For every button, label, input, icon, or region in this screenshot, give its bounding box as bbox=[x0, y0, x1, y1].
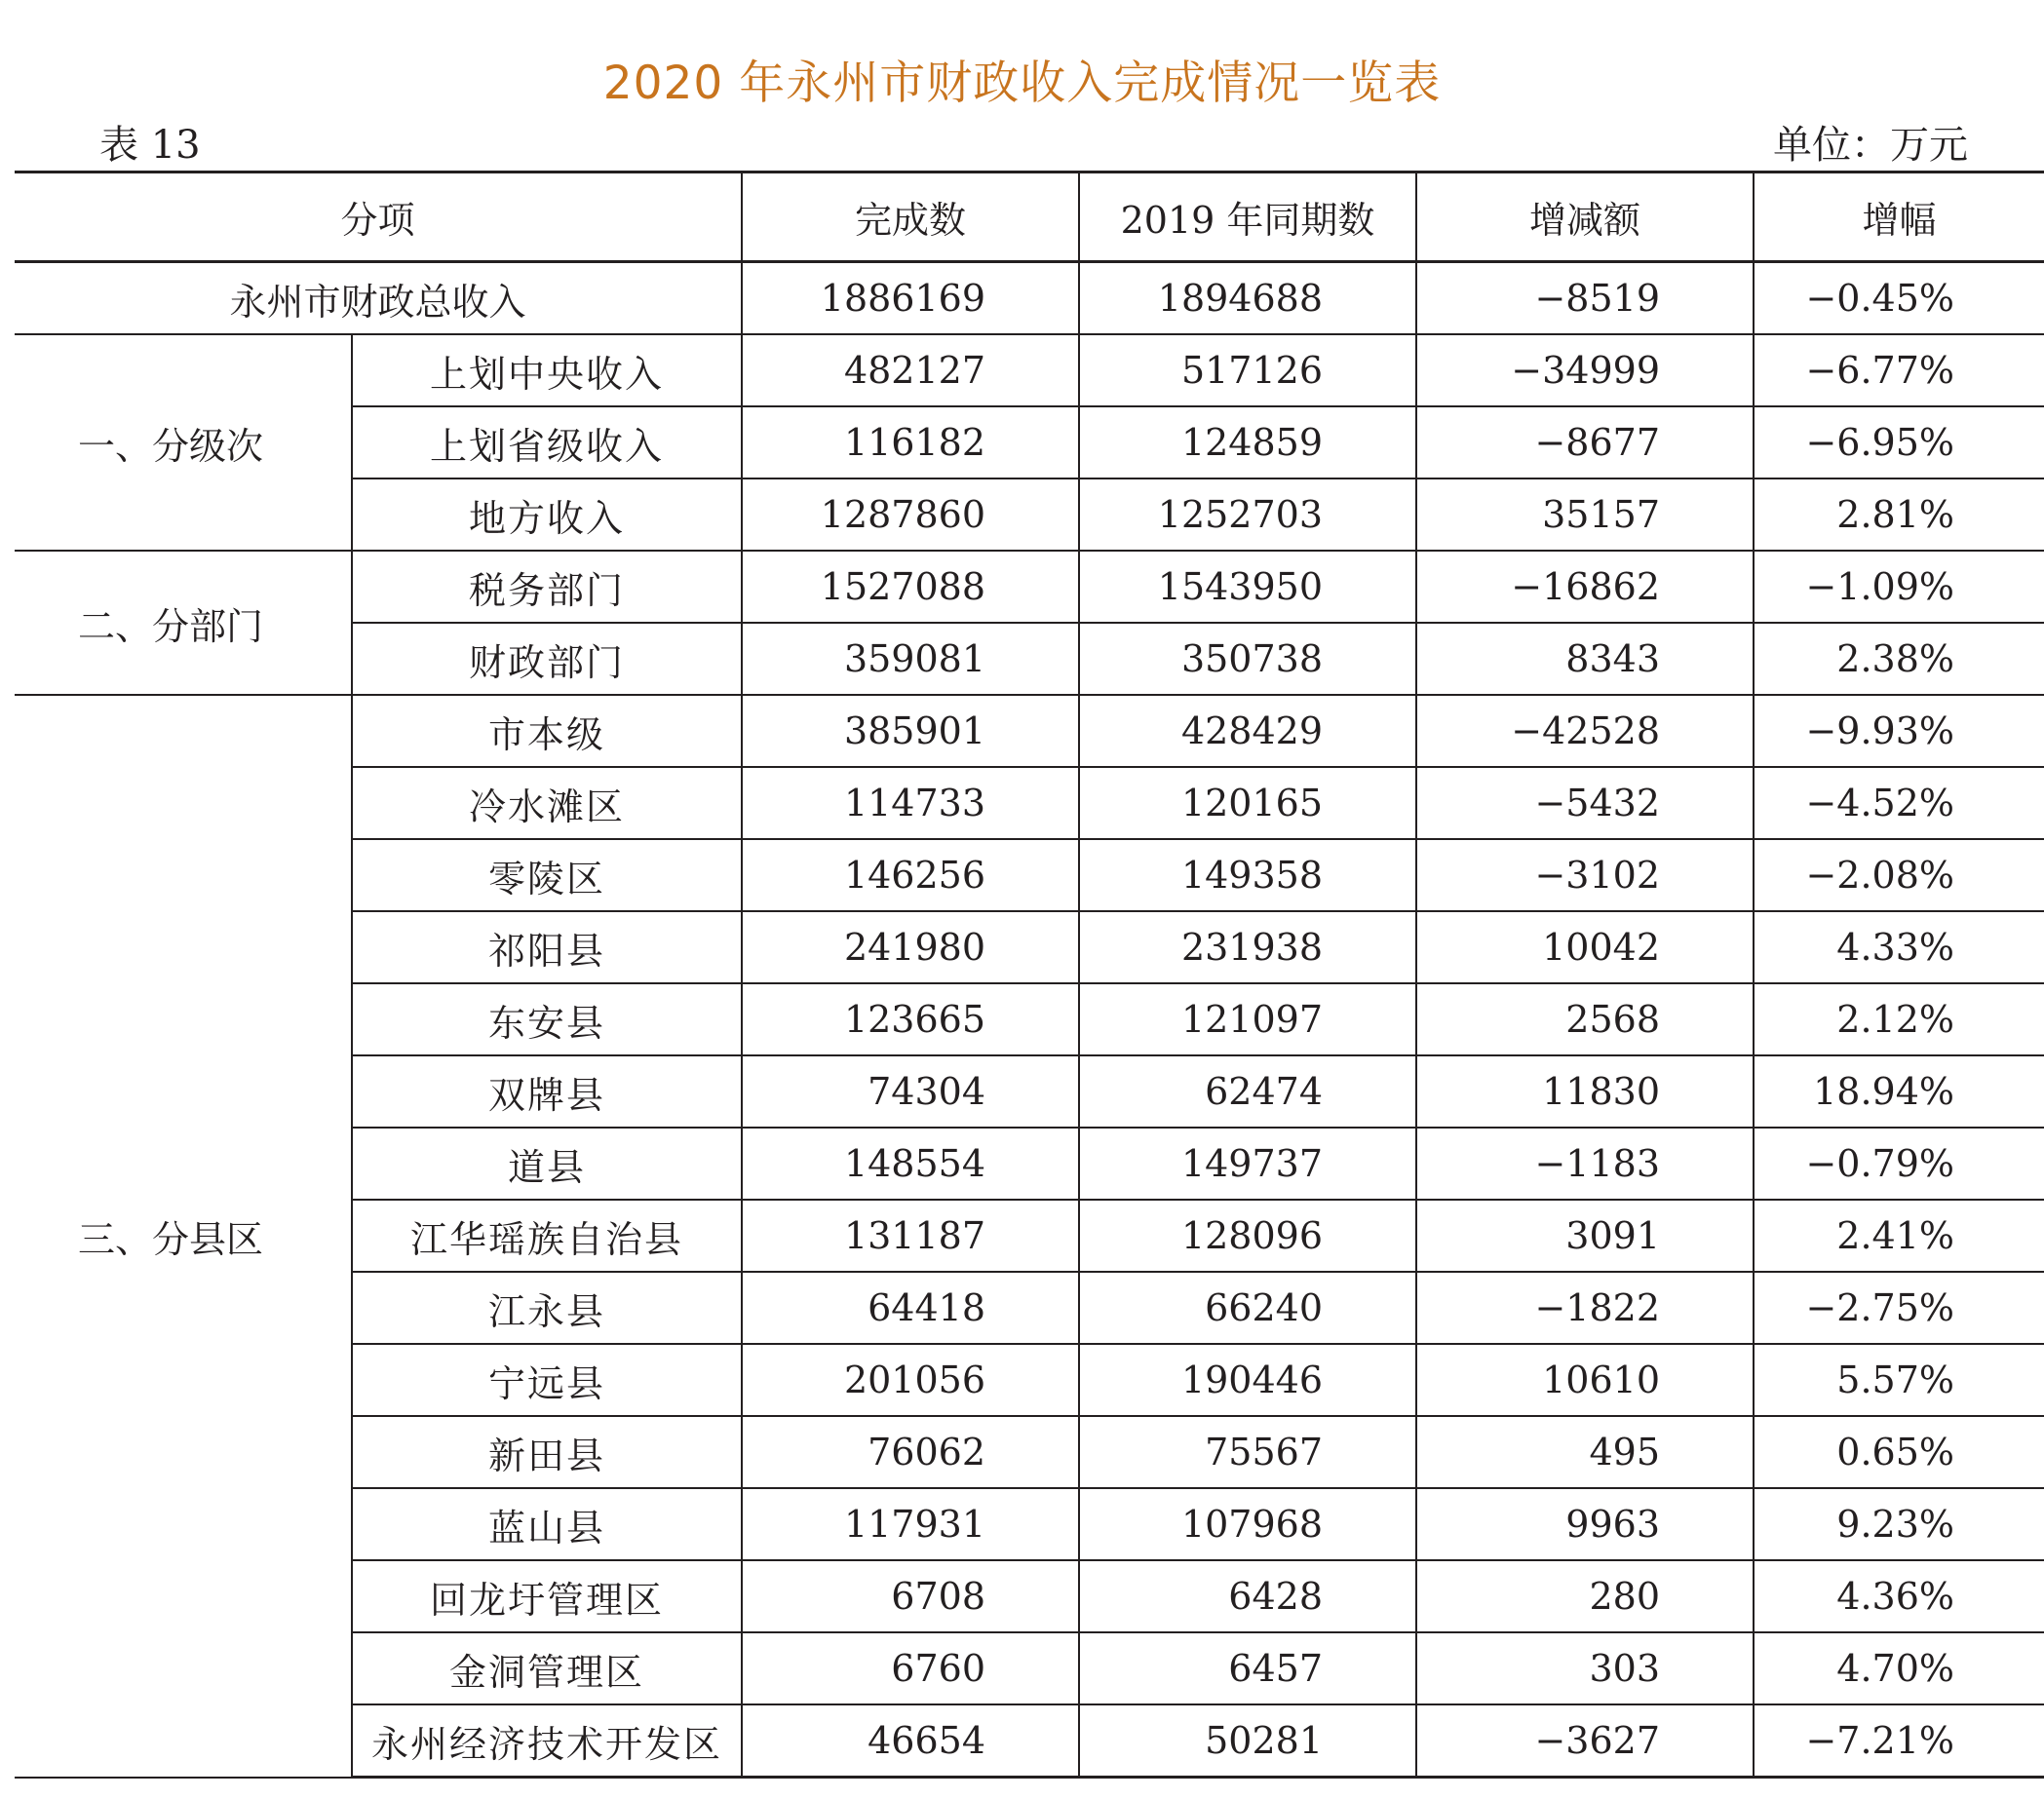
row-prev: 107968 bbox=[1079, 1488, 1416, 1560]
row-growth: 18.94% bbox=[1754, 1055, 2044, 1128]
row-growth: 4.33% bbox=[1754, 911, 2044, 983]
row-change: −3627 bbox=[1416, 1704, 1754, 1778]
row-completed: 114733 bbox=[742, 767, 1079, 839]
total-prev: 1894688 bbox=[1079, 262, 1416, 335]
row-name: 江永县 bbox=[352, 1272, 742, 1344]
header-row bbox=[15, 172, 2044, 262]
row-completed: 116182 bbox=[742, 406, 1079, 478]
row-change: −8677 bbox=[1416, 406, 1754, 478]
header-completed: 完成数 bbox=[742, 172, 1079, 262]
row-change: 9963 bbox=[1416, 1488, 1754, 1560]
row-name: 税务部门 bbox=[352, 551, 742, 623]
table-title: 2020 年永州市财政收入完成情况一览表 bbox=[602, 57, 1442, 110]
row-prev: 124859 bbox=[1079, 406, 1416, 478]
row-name: 祁阳县 bbox=[352, 911, 742, 983]
row-completed: 146256 bbox=[742, 839, 1079, 911]
row-growth: 4.36% bbox=[1754, 1560, 2044, 1632]
row-change: 495 bbox=[1416, 1416, 1754, 1488]
row-name: 市本级 bbox=[352, 695, 742, 767]
row-completed: 76062 bbox=[742, 1416, 1079, 1488]
row-growth: −4.52% bbox=[1754, 767, 2044, 839]
row-change: 35157 bbox=[1416, 478, 1754, 551]
table-row bbox=[15, 551, 2044, 623]
row-completed: 6708 bbox=[742, 1560, 1079, 1632]
row-growth: 2.38% bbox=[1754, 623, 2044, 695]
row-prev: 6457 bbox=[1079, 1632, 1416, 1704]
row-change: −16862 bbox=[1416, 551, 1754, 623]
header-item: 分项 bbox=[15, 172, 742, 262]
row-change: 280 bbox=[1416, 1560, 1754, 1632]
row-prev: 517126 bbox=[1079, 334, 1416, 406]
row-completed: 1527088 bbox=[742, 551, 1079, 623]
row-change: −1183 bbox=[1416, 1128, 1754, 1200]
header-change: 增减额 bbox=[1416, 172, 1754, 262]
total-completed: 1886169 bbox=[742, 262, 1079, 335]
table-number: 表 13 bbox=[99, 123, 201, 168]
row-prev: 149737 bbox=[1079, 1128, 1416, 1200]
row-prev: 428429 bbox=[1079, 695, 1416, 767]
row-name: 上划省级收入 bbox=[352, 406, 742, 478]
row-growth: −7.21% bbox=[1754, 1704, 2044, 1778]
row-prev: 66240 bbox=[1079, 1272, 1416, 1344]
row-change: 8343 bbox=[1416, 623, 1754, 695]
row-prev: 149358 bbox=[1079, 839, 1416, 911]
row-growth: 0.65% bbox=[1754, 1416, 2044, 1488]
row-growth: 2.41% bbox=[1754, 1200, 2044, 1272]
row-growth: 5.57% bbox=[1754, 1344, 2044, 1416]
row-prev: 1543950 bbox=[1079, 551, 1416, 623]
row-change: 11830 bbox=[1416, 1055, 1754, 1128]
unit-label: 单位：万元 bbox=[1773, 123, 1968, 168]
row-growth: 9.23% bbox=[1754, 1488, 2044, 1560]
row-change: −34999 bbox=[1416, 334, 1754, 406]
row-name: 回龙圩管理区 bbox=[352, 1560, 742, 1632]
row-growth: −2.08% bbox=[1754, 839, 2044, 911]
row-prev: 190446 bbox=[1079, 1344, 1416, 1416]
table-row bbox=[15, 334, 2044, 406]
row-name: 冷水滩区 bbox=[352, 767, 742, 839]
row-completed: 385901 bbox=[742, 695, 1079, 767]
header-prev: 2019 年同期数 bbox=[1079, 172, 1416, 262]
row-name: 财政部门 bbox=[352, 623, 742, 695]
row-name: 蓝山县 bbox=[352, 1488, 742, 1560]
row-growth: −1.09% bbox=[1754, 551, 2044, 623]
row-name: 江华瑶族自治县 bbox=[352, 1200, 742, 1272]
row-name: 零陵区 bbox=[352, 839, 742, 911]
row-name: 永州经济技术开发区 bbox=[352, 1704, 742, 1778]
row-growth: 2.12% bbox=[1754, 983, 2044, 1055]
row-growth: 2.81% bbox=[1754, 478, 2044, 551]
row-completed: 148554 bbox=[742, 1128, 1079, 1200]
row-completed: 201056 bbox=[742, 1344, 1079, 1416]
group-label: 一、分级次 bbox=[15, 334, 352, 551]
revenue-table bbox=[15, 171, 2044, 1779]
row-completed: 1287860 bbox=[742, 478, 1079, 551]
row-change: 2568 bbox=[1416, 983, 1754, 1055]
row-completed: 117931 bbox=[742, 1488, 1079, 1560]
row-completed: 64418 bbox=[742, 1272, 1079, 1344]
row-change: 10610 bbox=[1416, 1344, 1754, 1416]
group-label: 三、分县区 bbox=[15, 695, 352, 1778]
row-prev: 50281 bbox=[1079, 1704, 1416, 1778]
row-completed: 241980 bbox=[742, 911, 1079, 983]
row-change: −1822 bbox=[1416, 1272, 1754, 1344]
row-growth: −2.75% bbox=[1754, 1272, 2044, 1344]
row-completed: 46654 bbox=[742, 1704, 1079, 1778]
row-change: 3091 bbox=[1416, 1200, 1754, 1272]
row-change: 10042 bbox=[1416, 911, 1754, 983]
row-change: −5432 bbox=[1416, 767, 1754, 839]
row-name: 金洞管理区 bbox=[352, 1632, 742, 1704]
row-completed: 6760 bbox=[742, 1632, 1079, 1704]
row-name: 地方收入 bbox=[352, 478, 742, 551]
row-prev: 75567 bbox=[1079, 1416, 1416, 1488]
row-completed: 482127 bbox=[742, 334, 1079, 406]
row-growth: −6.95% bbox=[1754, 406, 2044, 478]
row-prev: 120165 bbox=[1079, 767, 1416, 839]
row-prev: 350738 bbox=[1079, 623, 1416, 695]
row-prev: 231938 bbox=[1079, 911, 1416, 983]
row-name: 上划中央收入 bbox=[352, 334, 742, 406]
row-change: −3102 bbox=[1416, 839, 1754, 911]
row-growth: −0.79% bbox=[1754, 1128, 2044, 1200]
row-change: 303 bbox=[1416, 1632, 1754, 1704]
row-name: 东安县 bbox=[352, 983, 742, 1055]
row-prev: 62474 bbox=[1079, 1055, 1416, 1128]
row-name: 新田县 bbox=[352, 1416, 742, 1488]
row-name: 双牌县 bbox=[352, 1055, 742, 1128]
total-row bbox=[15, 262, 2044, 335]
row-growth: −6.77% bbox=[1754, 334, 2044, 406]
header-growth: 增幅 bbox=[1754, 172, 2044, 262]
row-prev: 6428 bbox=[1079, 1560, 1416, 1632]
row-growth: −9.93% bbox=[1754, 695, 2044, 767]
group-label: 二、分部门 bbox=[15, 551, 352, 695]
row-completed: 74304 bbox=[742, 1055, 1079, 1128]
total-change: −8519 bbox=[1416, 262, 1754, 335]
total-name: 永州市财政总收入 bbox=[15, 262, 742, 335]
table-row bbox=[15, 695, 2044, 767]
row-name: 道县 bbox=[352, 1128, 742, 1200]
row-name: 宁远县 bbox=[352, 1344, 742, 1416]
total-growth: −0.45% bbox=[1754, 262, 2044, 335]
row-completed: 123665 bbox=[742, 983, 1079, 1055]
row-prev: 1252703 bbox=[1079, 478, 1416, 551]
row-completed: 359081 bbox=[742, 623, 1079, 695]
row-growth: 4.70% bbox=[1754, 1632, 2044, 1704]
row-prev: 128096 bbox=[1079, 1200, 1416, 1272]
row-change: −42528 bbox=[1416, 695, 1754, 767]
row-completed: 131187 bbox=[742, 1200, 1079, 1272]
row-prev: 121097 bbox=[1079, 983, 1416, 1055]
